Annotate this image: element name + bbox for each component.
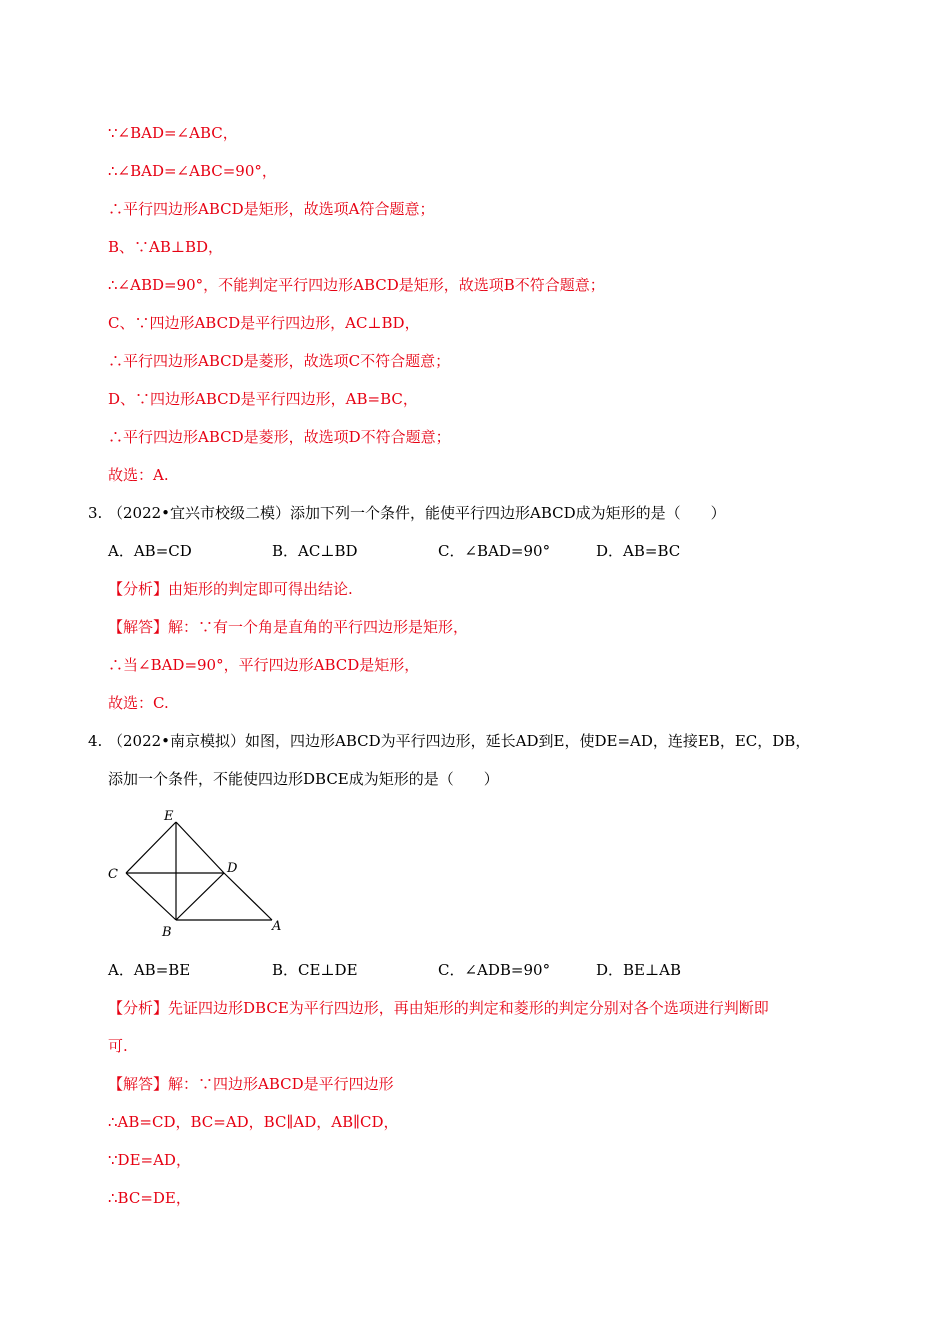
option-b: B．AC⊥BD: [272, 542, 358, 560]
question-stem: （2022•南京模拟）如图，四边形ABCD为平行四边形，延长AD到E，使DE=AD，连接EB，EC，DB，: [108, 732, 811, 750]
option-b: B．CE⊥DE: [272, 961, 358, 979]
answer: [108, 1074, 394, 1094]
answer-line: ∴AB=CD，BC=AD，BC∥AD，AB∥CD，: [108, 1113, 399, 1131]
solution-line: ∴∠ABD=90°，不能判定平行四边形ABCD是矩形，故选项B不符合题意；: [108, 276, 605, 294]
solution-line: ∴平行四边形ABCD是菱形，故选项C不符合题意；: [108, 352, 451, 370]
solution-line: ∴平行四边形ABCD是菱形，故选项D不符合题意；: [108, 428, 451, 446]
solution-line: 故选：A.: [108, 466, 169, 484]
solution-line: C、∵四边形ABCD是平行四边形，AC⊥BD，: [108, 314, 420, 332]
answer: [108, 617, 468, 637]
analysis-tag: 【分析】: [108, 999, 169, 1017]
solution-line: D、∵四边形ABCD是平行四边形，AB=BC，: [108, 390, 418, 408]
option-d: D．BE⊥AB: [596, 961, 681, 979]
solution-line: ∵∠BAD=∠ABC，: [108, 124, 238, 142]
label-a: A: [272, 919, 282, 934]
analysis-text: 由矩形的判定即可得出结论.: [168, 580, 353, 598]
option-d: D．AB=BC: [596, 542, 681, 560]
answer-line: ∴当∠BAD=90°，平行四边形ABCD是矩形，: [108, 656, 420, 674]
analysis-tag: 【分析】: [108, 580, 169, 598]
answer-tag: 【解答】: [108, 618, 169, 636]
question-number: 4.: [88, 732, 103, 750]
analysis-text: 先证四边形DBCE为平行四边形，再由矩形的判定和菱形的判定分别对各个选项进行判断即: [168, 999, 769, 1017]
option-a: A．AB=BE: [108, 961, 191, 979]
question-stem: （2022•宜兴市校级二模）添加下列一个条件，能使平行四边形ABCD成为矩形的是（ ）: [108, 504, 726, 522]
label-c: C: [108, 867, 118, 882]
solution-line: ∴平行四边形ABCD是矩形，故选项A符合题意；: [108, 200, 435, 218]
solution-line: B、∵AB⊥BD，: [108, 238, 224, 256]
option-c: C．∠ADB=90°: [438, 961, 551, 979]
label-d: D: [227, 861, 238, 876]
solution-line: ∴∠BAD=∠ABC=90°，: [108, 162, 277, 180]
answer-line: 故选：C.: [108, 694, 169, 712]
question-number: 3.: [88, 504, 103, 522]
option-c: C．∠BAD=90°: [438, 542, 551, 560]
answer-text: 解：∵四边形ABCD是平行四边形: [168, 1075, 394, 1093]
answer-line: ∵DE=AD，: [108, 1151, 191, 1169]
answer-text: 解：∵有一个角是直角的平行四边形是矩形，: [168, 618, 469, 636]
label-b: B: [162, 925, 172, 940]
analysis: [108, 998, 769, 1018]
question-stem: 添加一个条件，不能使四边形DBCE成为矩形的是（ ）: [108, 770, 499, 788]
analysis-line: 可.: [108, 1037, 128, 1055]
label-e: E: [164, 809, 174, 824]
answer-tag: 【解答】: [108, 1075, 169, 1093]
analysis: [108, 579, 353, 599]
answer-line: ∴BC=DE，: [108, 1189, 191, 1207]
option-a: A．AB=CD: [108, 542, 192, 560]
parallelogram-figure: [100, 800, 300, 940]
